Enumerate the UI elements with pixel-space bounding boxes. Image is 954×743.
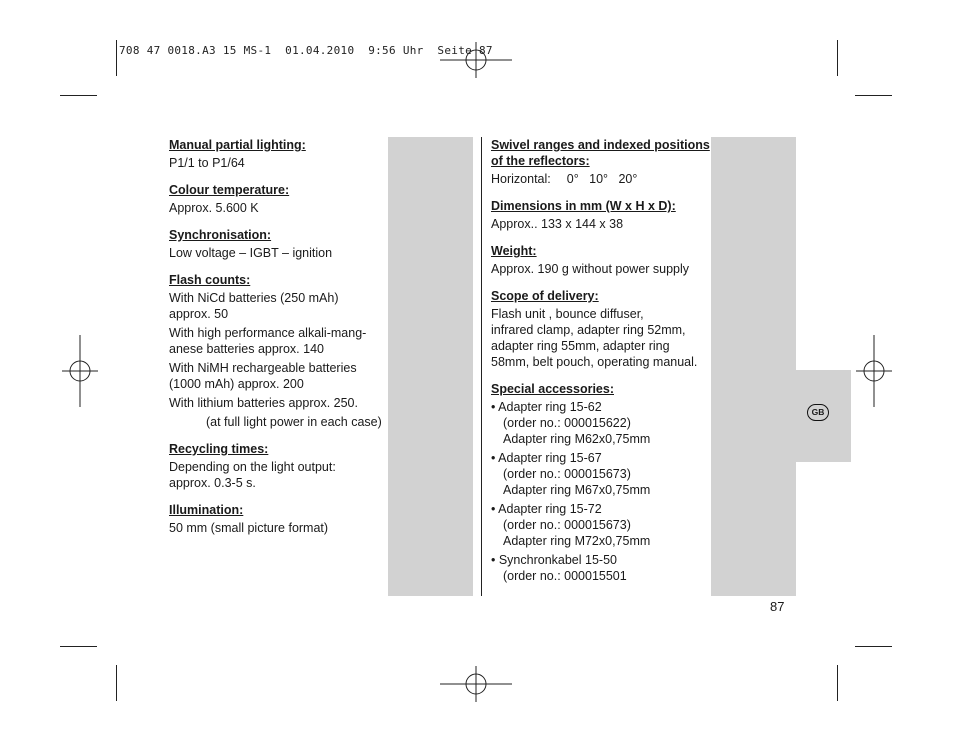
registration-mark-left: [60, 335, 100, 407]
accessory-name: • Adapter ring 15-62: [491, 400, 602, 414]
accessory-name: • Adapter ring 15-72: [491, 502, 602, 516]
registration-mark-right: [854, 335, 894, 407]
right-column: [491, 137, 713, 584]
accessory-order: (order no.: 000015673): [503, 467, 631, 481]
accessory-detail: Adapter ring M62x0,75mm: [503, 432, 651, 446]
accessory-name: • Synchronkabel 15-50: [491, 553, 617, 567]
language-badge: GB: [807, 404, 829, 421]
gray-column-right: [711, 137, 796, 596]
accessory-item: [491, 399, 713, 447]
manual-lighting-heading: Manual partial lighting:: [169, 138, 306, 152]
swivel-label: Horizontal:: [491, 172, 551, 186]
flash-count-alkali-value: anese batteries approx. 140: [169, 342, 324, 356]
scope-heading: Scope of delivery:: [491, 289, 599, 303]
scope-line1: Flash unit , bounce diffuser,: [491, 307, 644, 321]
illumination-heading: Illumination:: [169, 503, 244, 517]
synchronisation-heading: Synchronisation:: [169, 228, 272, 242]
swivel-row: [491, 171, 713, 187]
accessory-order: (order no.: 000015673): [503, 518, 631, 532]
recycling-times-heading: Recycling times:: [169, 442, 269, 456]
manual-lighting-value: P1/1 to P1/64: [169, 156, 245, 170]
accessory-item: [491, 501, 713, 549]
swivel-values: 0° 10° 20°: [566, 172, 638, 186]
accessory-name: • Adapter ring 15-67: [491, 451, 602, 465]
weight-value: Approx. 190 g without power supply: [491, 262, 690, 276]
accessories-heading: Special accessories:: [491, 382, 614, 396]
dimensions-heading: Dimensions in mm (W x H x D):: [491, 199, 676, 213]
illumination-value: 50 mm (small picture format): [169, 521, 329, 535]
weight-heading: Weight:: [491, 244, 537, 258]
flash-count-nimh: With NiMH rechargeable batteries: [169, 361, 357, 375]
accessory-order: (order no.: 000015501: [503, 569, 627, 583]
accessory-item: [491, 552, 713, 584]
flash-count-note: (at full light power in each case): [206, 415, 382, 429]
scope-line3: adapter ring 55mm, adapter ring: [491, 339, 670, 353]
gray-column-middle: [388, 137, 473, 596]
accessory-detail: Adapter ring M67x0,75mm: [503, 483, 651, 497]
scope-line2: infrared clamp, adapter ring 52mm,: [491, 323, 686, 337]
colour-temperature-heading: Colour temperature:: [169, 183, 290, 197]
swivel-heading-line1: Swivel ranges and indexed positions: [491, 138, 710, 152]
accessory-detail: Adapter ring M72x0,75mm: [503, 534, 651, 548]
left-column: [169, 137, 389, 536]
crop-mark: [855, 646, 892, 647]
swivel-heading-line2: of the reflectors:: [491, 154, 590, 168]
registration-mark-top: [440, 40, 512, 80]
synchronisation-value: Low voltage – IGBT – ignition: [169, 246, 333, 260]
colour-temperature-value: Approx. 5.600 K: [169, 201, 259, 215]
crop-mark: [60, 646, 97, 647]
crop-mark: [837, 665, 838, 701]
flash-count-nicd: With NiCd batteries (250 mAh): [169, 291, 339, 305]
dimensions-value: Approx.. 133 x 144 x 38: [491, 217, 624, 231]
accessory-order: (order no.: 000015622): [503, 416, 631, 430]
recycling-times-line2: approx. 0.3-5 s.: [169, 476, 256, 490]
flash-counts-heading: Flash counts:: [169, 273, 251, 287]
crop-mark: [837, 40, 838, 76]
flash-count-nimh-value: (1000 mAh) approx. 200: [169, 377, 304, 391]
recycling-times-line1: Depending on the light output:: [169, 460, 336, 474]
flash-count-lithium: With lithium batteries approx. 250.: [169, 396, 358, 410]
column-divider: [481, 137, 482, 596]
crop-mark: [116, 40, 117, 76]
page-number: 87: [770, 599, 785, 614]
flash-count-nicd-value: approx. 50: [169, 307, 229, 321]
crop-mark: [855, 95, 892, 96]
flash-count-alkali: With high performance alkali-mang-: [169, 326, 367, 340]
crop-mark: [116, 665, 117, 701]
crop-mark: [60, 95, 97, 96]
accessory-item: [491, 450, 713, 498]
print-slug: 708 47 0018.A3 15 MS-1 01.04.2010 9:56 Uhr Seite 87: [119, 44, 493, 57]
registration-mark-bottom: [440, 664, 512, 704]
scope-line4: 58mm, belt pouch, operating manual.: [491, 355, 698, 369]
